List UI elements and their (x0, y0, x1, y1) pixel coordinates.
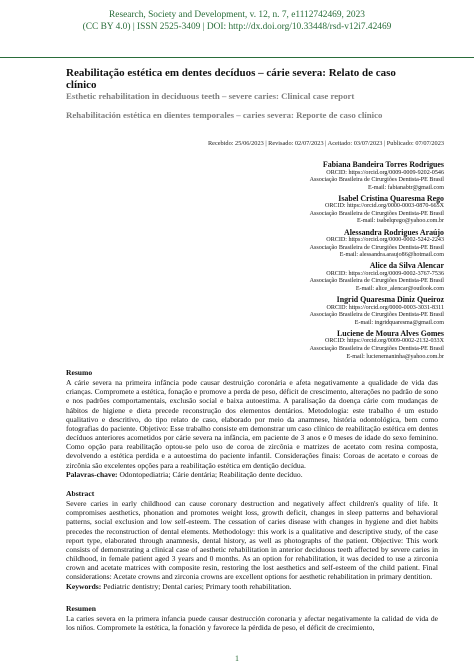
author-name: Alice da Silva Alencar (369, 261, 444, 271)
resumen-body: La caries severa en la primera infancia puede causar destrucción coronaria y afectar negativamente la calidad de vida de los niños. Compromete la estética, la fonación y favorece la pérdida de peso, el déficit de crecimiento, (66, 614, 438, 633)
page-number: 1 (235, 654, 239, 663)
resumen-section (66, 604, 438, 632)
author-email[interactable]: E-mail: alessandra.araujo86@hotmail.com (339, 252, 444, 259)
abstract-body: Severe caries in early childhood can cause coronary destruction and negatively affect children's quality of life. It compromises aesthetics, phonation and promotes weight loss, growth deficit, changes in sleep patterns and behavioral patterns, social exclusion and low self-esteem. The cessation of caries disease with changes in hygiene and diet habits precedes the reconstruction of dental elements. Methodology: this work is a qualitative and descriptive study, of the case report type, elaborated through anamnesis, dental history, as well as photographs of the patient. Objective: This work consists of demonstrating a clinical case of aesthetic rehabilitation in anterior deciduous teeth affected by severe caries in childhood, in female patient aged 3 years and 0 months. As an option for rehabilitation, it was decided to use a zirconia crown and acetate matrices with composite resin, restoring the lost aesthetics and self-esteem of the child patient. Final considerations: Acetate crowns and zirconia crowns are excellent options for aesthetic rehabilitation in primary dentition. (66, 499, 438, 582)
author-block (184, 295, 444, 327)
author-orcid[interactable]: ORCID: https://orcid.org/0009-0002-3767-7536 (326, 270, 444, 277)
author-block (184, 194, 444, 226)
author-orcid[interactable]: ORCID: https://orcid.org/0009-0009-9202-0546 (326, 169, 444, 176)
author-affiliation: Associação Brasileira de Cirurgiões Dentista-PE Brasil (309, 346, 444, 352)
author-name: Luciene de Moura Alves Gomes (337, 328, 444, 338)
title-spanish: Rehabilitación estética en dientes temporales – caries severa: Reporte de caso clínico (66, 110, 383, 120)
abstract-section (66, 489, 438, 591)
resumo-heading: Resumo (66, 368, 93, 377)
author-affiliation: Associação Brasileira de Cirurgiões Dentista-PE Brasil (309, 312, 444, 319)
author-name: Ingrid Quaresma Diniz Queiroz (336, 295, 444, 305)
abstract-heading: Abstract (66, 489, 95, 498)
author-block (184, 160, 444, 192)
author-email[interactable]: E-mail: isabelqrego@yahoo.com.br (356, 218, 444, 225)
title-english: Esthetic rehabilitation in deciduous teeth – severe caries: Clinical case report (66, 91, 355, 101)
author-affiliation: Associação Brasileira de Cirurgiões Dentista-PE Brasil (309, 210, 444, 217)
author-affiliation: Associação Brasileira de Cirurgiões Dentista-PE Brasil (309, 244, 444, 251)
author-email[interactable]: E-mail: fabianabtr@gmail.com (367, 184, 444, 191)
author-orcid[interactable]: ORCID: https://orcid.org/0000-0003-0870-665X (324, 203, 444, 210)
author-orcid[interactable]: ORCID: https://orcid.org/0000-0002-5242-2243 (326, 237, 444, 244)
journal-citation: Research, Society and Development, v. 12, n. 7, e1112742469, 2023 (109, 10, 365, 20)
author-block (184, 228, 444, 260)
author-orcid[interactable]: ORCID: https://orcid.org/0009-0002-2132-033X (324, 338, 444, 345)
resumo-keywords (66, 470, 438, 479)
author-name: Fabiana Bandeira Torres Rodrigues (322, 160, 444, 169)
header-rule (0, 57, 474, 58)
keywords-text: Odontopediatria; Cárie dentária; Reabilitação dente decíduo. (117, 469, 303, 479)
author-email[interactable]: E-mail: lucienemaninha@yahoo.com.br (346, 353, 444, 360)
journal-issn-doi: (CC BY 4.0) | ISSN 2525-3409 | DOI: http://dx.doi.org/10.33448/rsd-v12i7.42469 (82, 21, 392, 32)
author-list (184, 160, 444, 363)
keywords-label: Palavras-chave: (66, 469, 118, 479)
author-block (184, 261, 444, 293)
title-portuguese: Reabilitação estética em dentes decíduos – cárie severa: Relato de caso clínico (66, 67, 396, 91)
submission-dates: Recebido: 25/06/2023 | Revisado: 02/07/2023 | Aceitado: 03/07/2023 | Publicado: 07/07/2023 (207, 140, 444, 147)
author-name: Alessandra Rodrigues Araújo (344, 227, 444, 237)
author-affiliation: Associação Brasileira de Cirurgiões Dentista-PE Brasil (309, 278, 444, 285)
author-block (184, 329, 444, 361)
keywords-label: Keywords: (66, 581, 102, 591)
resumen-heading: Resumen (66, 604, 96, 613)
keywords-text: Pediatric dentistry; Dental caries; Primary tooth rehabilitation. (101, 581, 292, 591)
abstract-keywords (66, 582, 438, 591)
author-email[interactable]: E-mail: ingridquaresma@gmail.com (354, 319, 444, 326)
author-email[interactable]: E-mail: alice_alencar@outlook.com (355, 286, 444, 293)
author-name: Isabel Cristina Quaresma Rego (338, 193, 444, 203)
resumo-body: A cárie severa na primeira infância pode causar destruição coronária e afeta negativamente a qualidade de vida das crianças. Compromete a estética, fonação e promove a perda de peso, déficit de crescimento, alterações no padrão de sono e nos padrões comportamentais, exclusão social e baixa autoestima. A paralisação da doença cárie com mudanças de hábitos de higiene e dieta precede reconstrução dos elementos dentários. Metodologia: este trabalho é um estudo qualitativo e descritivo, do tipo relato de caso, elaborado por meio da anamnese, história odontológica, bem como fotografias do paciente. Objetivo: Esse trabalho consiste em demonstrar um caso clínico de reabilitação estética em dentes decíduos anteriores acometidos por cárie severa na infância, em paciente de 3 anos e 0 meses de idade do sexo feminino. Como opção para reabilitação optou-se pelo uso de coroa de zircônia e matrizes de acetato com resina composta, devolvendo a estética perdida e a autoestima do paciente infantil. Considerações finais: Coroas de acetato e coroas de zircônia são excelentes opções para a reabilitação estética em dentição decídua. (66, 378, 438, 470)
journal-header (0, 10, 474, 33)
resumo-section (66, 368, 438, 479)
author-affiliation: Associação Brasileira de Cirurgiões Dentista-PE Brasil (309, 177, 444, 184)
author-orcid[interactable]: ORCID: https://orcid.org/0000-0003-3031-8311 (326, 304, 444, 311)
